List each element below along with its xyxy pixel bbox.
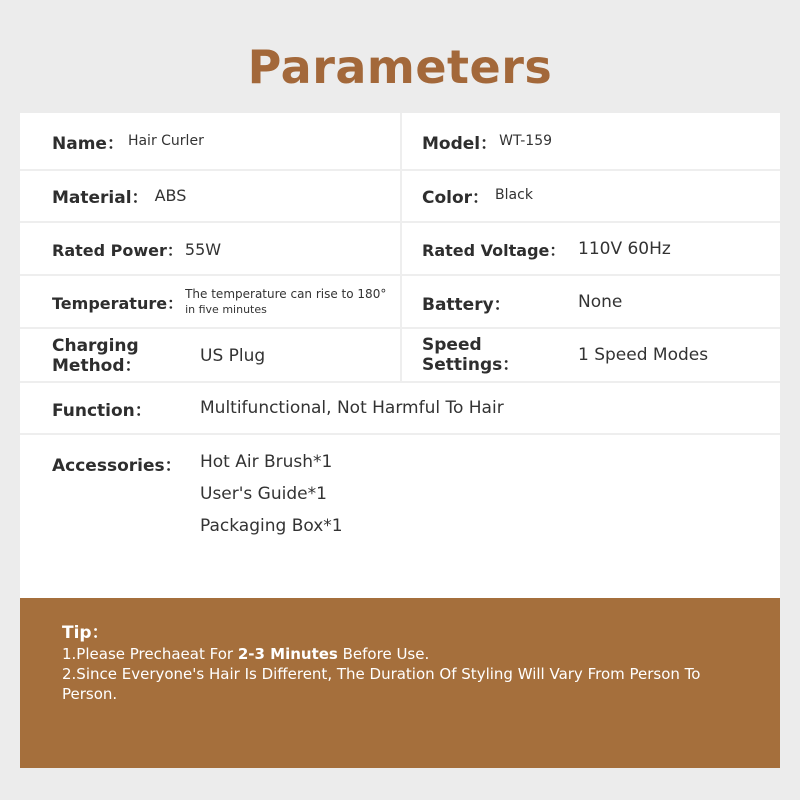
rated-power-cell [52,223,221,275]
model-cell [422,113,552,169]
function-cell [52,383,504,433]
accessories-cell [52,449,182,477]
function-label: Function： [52,400,152,421]
list-item: Packaging Box*1 [200,516,343,536]
speed-settings-cell [422,329,708,381]
tip-line-1-suffix: Before Use. [337,645,430,663]
color-cell [422,169,533,221]
color-value: Black [495,187,533,203]
tip-line-1 [62,644,752,664]
battery-value: None [578,292,623,312]
temperature-label: Temperature： [52,293,184,313]
battery-cell [422,276,622,328]
material-label: Material： [52,187,149,208]
column-divider [400,113,402,381]
tip-title: Tip： [62,623,109,643]
rated-power-label: Rated Power： [52,240,183,260]
rated-voltage-value: 110V 60Hz [578,239,671,259]
tip-line-1-bold: 2-3 Minutes [237,645,338,663]
speed-settings-label [422,335,578,375]
temperature-value [185,286,386,318]
page-title: Parameters [247,40,553,94]
parameters-table [20,113,780,598]
temperature-value-line2: in five minutes [185,303,267,316]
tip-line-1-prefix: 1.Please Prechaeat For [62,645,238,663]
accessories-label: Accessories： [52,455,182,476]
rated-voltage-label: Rated Voltage： [422,240,566,260]
name-value: Hair Curler [127,133,204,149]
model-value: WT-159 [499,133,553,149]
list-item: User's Guide*1 [200,484,327,504]
rated-voltage-cell [422,223,671,275]
charging-method-label [52,336,200,376]
temperature-cell [52,276,386,328]
name-cell [52,113,204,169]
battery-label: Battery： [422,294,511,315]
charging-method-label-line1: Charging [52,336,139,356]
temperature-value-line1: The temperature can rise to 180° [185,287,387,301]
function-value: Multifunctional, Not Harmful To Hair [200,398,504,418]
material-cell [52,169,186,221]
speed-settings-value: 1 Speed Modes [578,345,709,365]
name-label: Name： [52,133,124,154]
tip-panel [20,598,780,768]
charging-method-cell [52,329,265,383]
speed-settings-label-line1: Speed [422,335,482,355]
speed-settings-label-line2: Settings： [422,355,520,375]
model-label: Model： [422,133,498,154]
color-label: Color： [422,187,490,208]
list-item: Hot Air Brush*1 [200,452,333,472]
material-value: ABS [154,185,187,205]
charging-method-value: US Plug [200,346,266,366]
tip-line-2: 2.Since Everyone's Hair Is Different, The Duration Of Styling Will Vary From Person To Person. [62,665,701,703]
rated-power-value: 55W [184,239,222,259]
charging-method-label-line2: Method： [52,356,142,376]
